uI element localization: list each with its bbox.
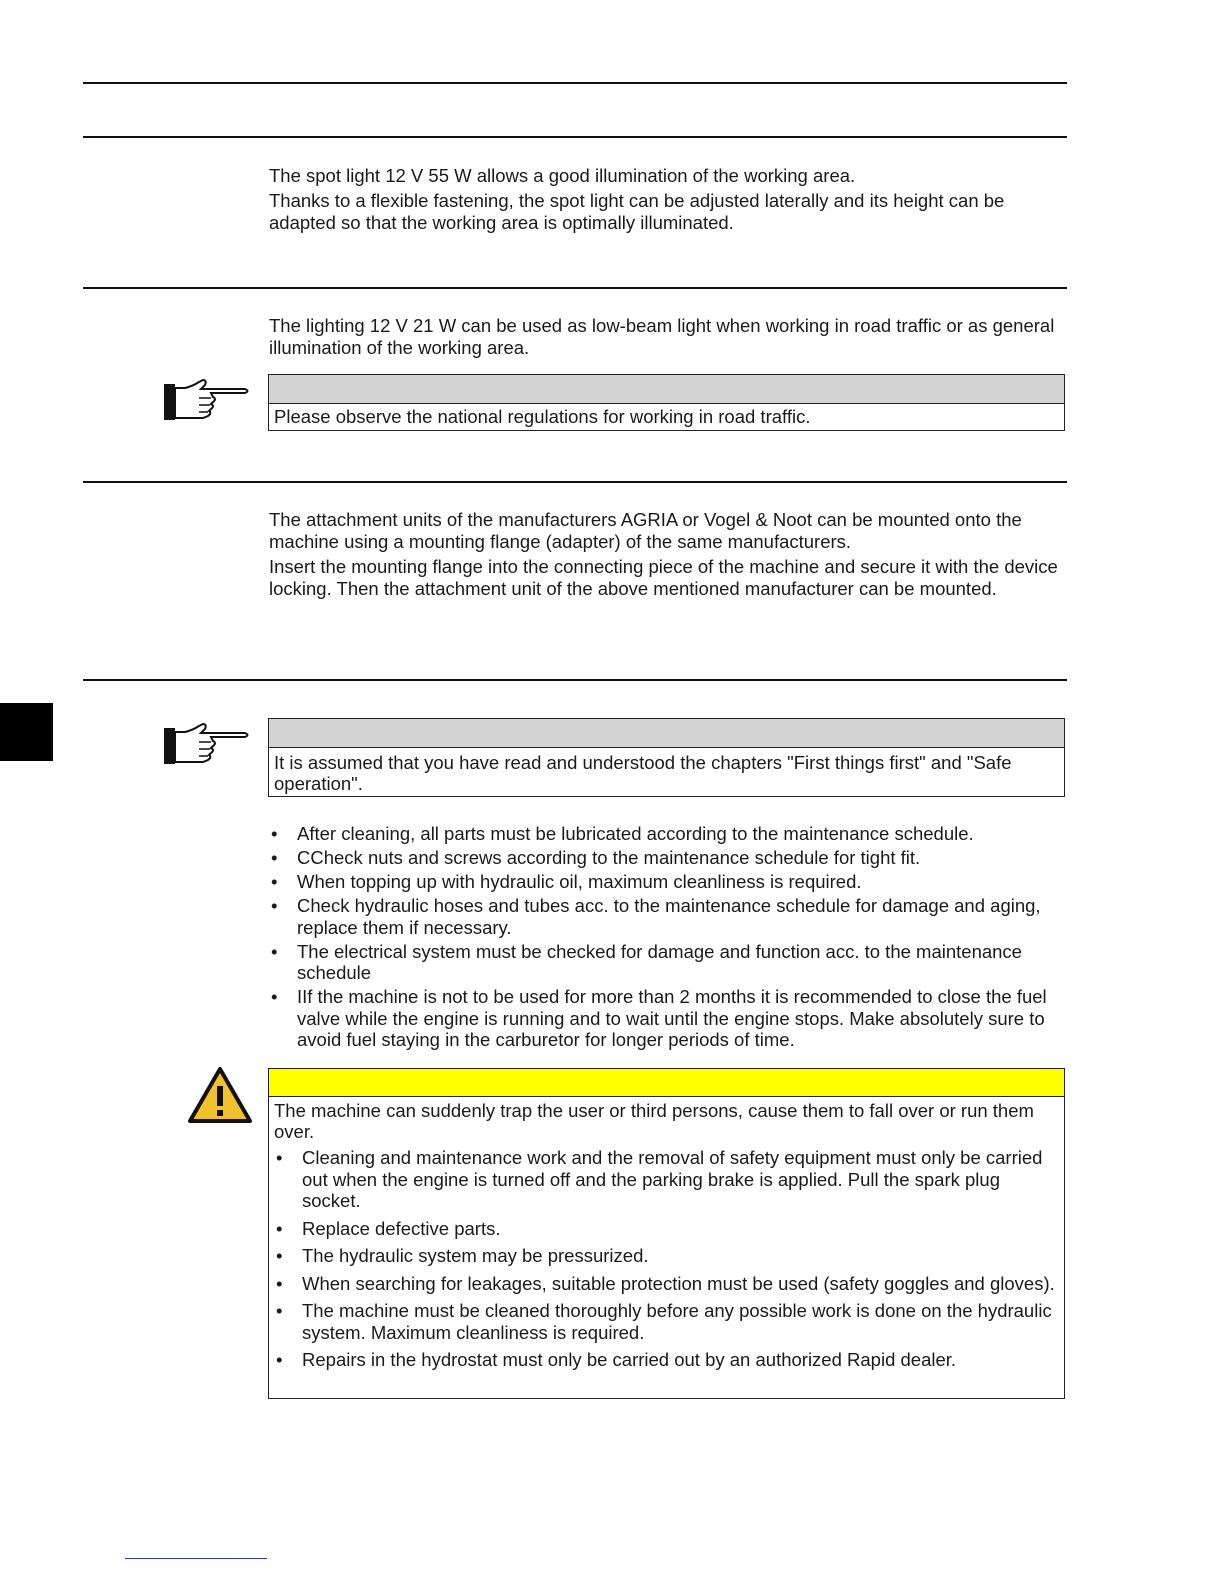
list-item: • Replace defective parts. [274,1218,1059,1240]
list-item: • IIf the machine is not to be used for more than 2 months it is recommended to close the fuel valve while the engine is running and to wait until the engine stops. Make absolutely sure to avoid fuel staying in the carburetor for longer periods of time. [269,986,1069,1051]
warning-bullet-list [274,1147,1059,1371]
section-rule-maintenance [83,679,1067,681]
pointing-hand-icon [163,722,251,768]
footer-line [125,1558,267,1559]
lighting-note-text: Please observe the national regulations for working in road traffic. [274,406,811,427]
list-item: • The electrical system must be checked for damage and function acc. to the maintenance schedule [269,941,1069,984]
warning-intro-text: The machine can suddenly trap the user or third persons, cause them to fall over or run them over. [274,1100,1034,1142]
chapter-tab-marker [0,703,53,761]
lighting-text [269,315,1067,362]
section-rule-spotlight [83,136,1067,138]
attachment-paragraph-1: The attachment units of the manufacturers AGRIA or Vogel & Noot can be mounted onto the machine using a mounting flange (adapter) of the same manufacturers. [269,509,1022,552]
section-rule-lighting [83,287,1067,289]
list-item: • The machine must be cleaned thoroughly before any possible work is done on the hydraulic system. Maximum cleanliness is required. [274,1300,1059,1343]
lighting-paragraph-1: The lighting 12 V 21 W can be used as low-beam light when working in road traffic or as general illumination of the working area. [269,315,1055,358]
maintenance-note-box [268,718,1065,797]
spotlight-paragraph-2: Thanks to a flexible fastening, the spot light can be adjusted laterally and its height can be adapted so that the working area is optimally illuminated. [269,190,1005,233]
spotlight-paragraph-1: The spot light 12 V 55 W allows a good illumination of the working area. [269,165,856,186]
attachment-paragraph-2: Insert the mounting flange into the connecting piece of the machine and secure it with the device locking. Then the attachment unit of the above mentioned manufacturer can be mounted. [269,556,1058,599]
spotlight-text [269,165,1067,237]
section-rule-attachment [83,481,1067,483]
list-item: • CCheck nuts and screws according to the maintenance schedule for tight fit. [269,847,1069,869]
pointing-hand-icon [163,378,251,424]
lighting-note-box [268,374,1065,431]
warning-box [268,1068,1065,1399]
list-item: • The hydraulic system may be pressurized. [274,1245,1059,1267]
note-header-bar [269,719,1064,748]
warning-triangle-icon [187,1066,253,1124]
maintenance-note-text: It is assumed that you have read and understood the chapters "First things first" and "Safe operation". [274,752,1012,794]
list-item: • Repairs in the hydrostat must only be carried out by an authorized Rapid dealer. [274,1349,1059,1371]
warning-header-bar [269,1069,1064,1097]
list-item: • Check hydraulic hoses and tubes acc. to the maintenance schedule for damage and aging, replace them if necessary. [269,895,1069,938]
list-item: • When topping up with hydraulic oil, maximum cleanliness is required. [269,871,1069,893]
attachment-text [269,509,1067,603]
list-item: • Cleaning and maintenance work and the removal of safety equipment must only be carried out when the engine is turned off and the parking brake is applied. Pull the spark plug socket. [274,1147,1059,1212]
maintenance-bullet-list [269,823,1069,1053]
list-item: • After cleaning, all parts must be lubricated according to the maintenance schedule. [269,823,1069,845]
note-header-bar [269,375,1064,404]
list-item: • When searching for leakages, suitable protection must be used (safety goggles and gloves). [274,1273,1059,1295]
header-rule-top [83,82,1067,84]
